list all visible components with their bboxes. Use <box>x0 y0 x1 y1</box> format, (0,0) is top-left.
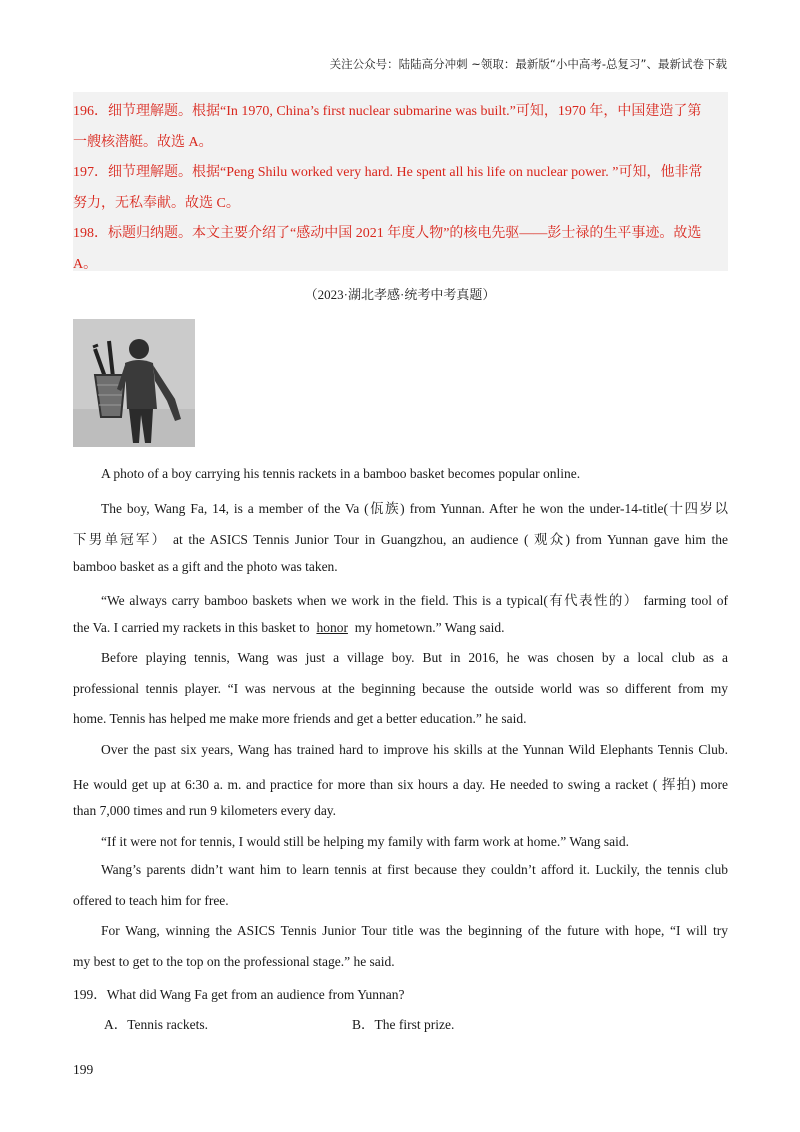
passage-line: bamboo basket as a gift and the photo was taken. <box>73 559 338 574</box>
passage-line: Before playing tennis, Wang was just a village boy. But in 2016, he was chosen by a local club as a <box>101 650 728 665</box>
option-b: B．The first prize. <box>352 1017 455 1032</box>
boy-with-basket-photo <box>73 319 195 447</box>
passage-line: “If it were not for tennis, I would still be helping my family with farm work at home.” Wang said. <box>101 834 630 849</box>
page-header: 关注公众号：陆陆高分冲刺 ~领取：最新版“小中高考-总复习”、最新试卷下载 <box>329 57 727 71</box>
passage-line: my best to get to the top on the professional stage.” he said. <box>73 954 395 969</box>
question-source: （2023·湖北孝感·统考中考真题） <box>304 287 496 302</box>
passage-text: my hometown.” Wang said. <box>354 620 505 635</box>
passage-line: professional tennis player. “I was nervous at the beginning because the outside world was so different from my <box>73 681 728 696</box>
passage-line: The boy, Wang Fa, 14, is a member of the Va (佤族) from Yunnan. After he won the under-14-title(十四岁以 <box>101 501 728 516</box>
answer-line: 198．标题归纳题。本文主要介绍了“感动中国 2021 年度人物”的核电先驱——彭士禄的生平事迹。故选 <box>73 226 702 241</box>
passage-line: Wang’s parents didn’t want him to learn tennis at first because they couldn’t afford it. Luckily, the tennis club <box>101 862 728 877</box>
passage-line: Over the past six years, Wang has trained hard to improve his skills at the Yunnan Wild Elephants Tennis Club. <box>101 742 728 757</box>
passage-line: He would get up at 6:30 a. m. and practice for more than six hours a day. He needed to swing a racket ( 挥拍) more <box>73 777 728 792</box>
passage-line: home. Tennis has helped me make more friends and get a better education.” he said. <box>73 711 527 726</box>
passage-line: offered to teach him for free. <box>73 893 229 908</box>
answer-line: A。 <box>73 257 98 272</box>
page-number: 199 <box>73 1062 94 1077</box>
passage-text: the Va. I carried my rackets in this basket to <box>73 620 310 635</box>
answer-line: 一艘核潜艇。故选 A。 <box>73 135 213 150</box>
passage-line: For Wang, winning the ASICS Tennis Junior Tour title was the beginning of the future with hope, “I will try <box>101 923 728 938</box>
passage-line: “We always carry bamboo baskets when we work in the field. This is a typical(有代表性的） farming tool of <box>101 593 728 608</box>
question-stem: 199．What did Wang Fa get from an audience from Yunnan? <box>73 987 405 1002</box>
underlined-word: honor <box>316 620 348 635</box>
passage-line: 下男单冠军） at the ASICS Tennis Junior Tour in Guangzhou, an audience ( 观众) from Yunnan gave him the <box>73 532 728 547</box>
answer-line: 196．细节理解题。根据“In 1970, China’s first nuclear submarine was built.”可知，1970 年，中国建造了第 <box>73 104 702 119</box>
option-a: A．Tennis rackets. <box>104 1017 209 1032</box>
passage-line: A photo of a boy carrying his tennis rackets in a bamboo basket becomes popular online. <box>101 466 581 481</box>
passage-line <box>73 620 504 636</box>
passage-line: than 7,000 times and run 9 kilometers every day. <box>73 803 337 818</box>
answer-line: 努力，无私奉献。故选 C。 <box>73 196 240 211</box>
answer-line: 197．细节理解题。根据“Peng Shilu worked very hard. He spent all his life on nuclear power. ”可知，他非常 <box>73 165 703 180</box>
